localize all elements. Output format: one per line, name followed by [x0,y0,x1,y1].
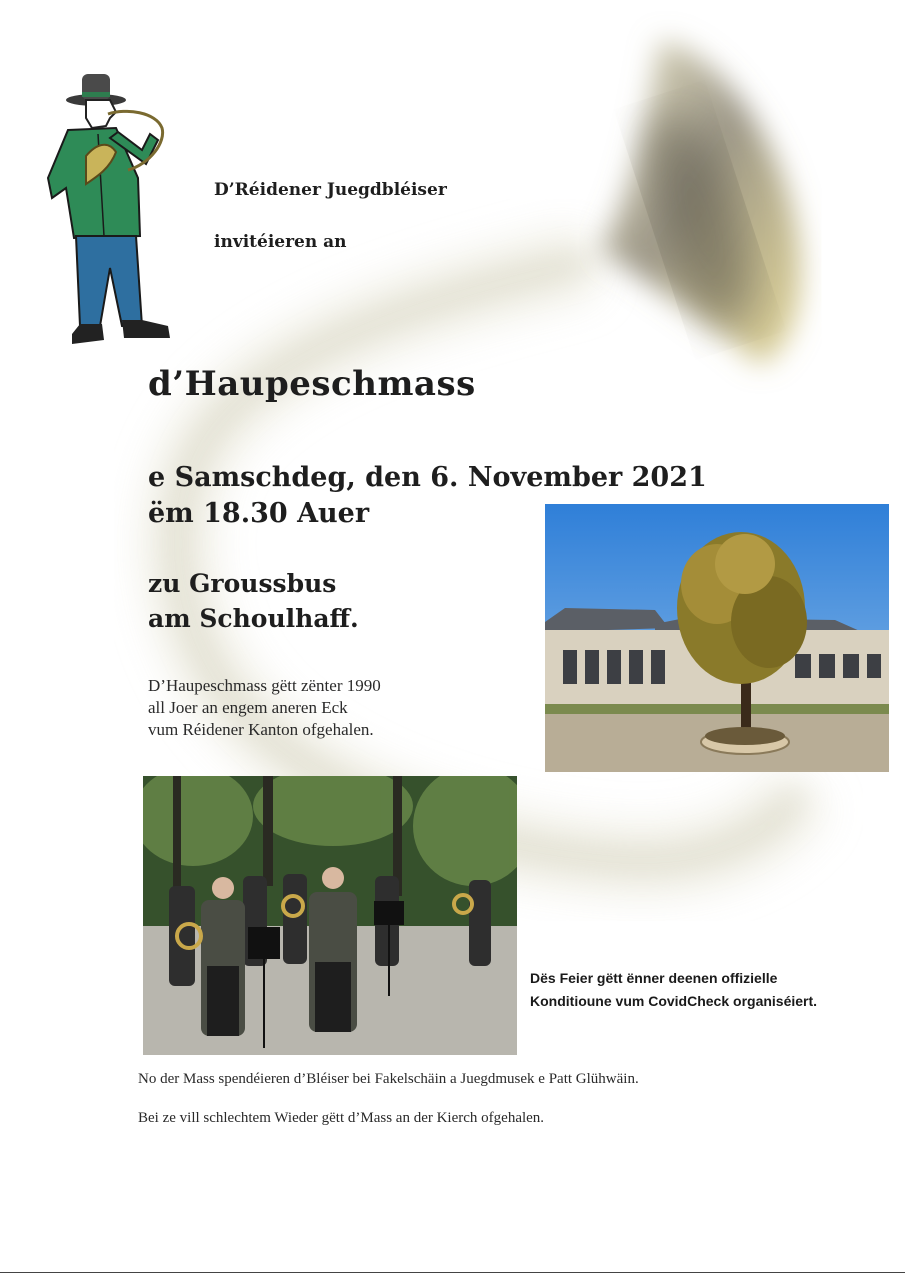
school-building-photo [545,504,889,772]
shoe-left [72,324,104,344]
invite-text: invitéieren an [214,232,347,252]
covid-note-line2: Konditioune vum CovidCheck organiséiert. [530,993,818,1009]
info-line3: vum Réidener Kanton ofgehalen. [148,720,374,739]
horn-ensemble-photo [143,776,517,1055]
footer-line1: No der Mass spendéieren d’Bléiser bei Fakelschäin a Juegdmusek e Patt Glühwäin. [138,1071,639,1087]
event-place-line1: zu Groussbus [148,569,337,598]
covid-note-line1: Dës Feier gëtt ënner deenen offizielle [530,970,778,986]
shoe-right [122,320,170,338]
footer-line2: Bei ze vill schlechtem Wieder gëtt d’Mass an der Kierch ofgehalen. [138,1110,545,1126]
event-time: ëm 18.30 Auer [148,498,370,529]
event-title: d’Haupeschmass [148,364,476,404]
event-date: e Samschdeg, den 6. November 2021 [148,462,707,493]
event-place-line2: am Schoulhaff. [148,604,359,633]
trousers [76,236,142,326]
bottom-divider [0,1272,905,1273]
info-line1: D’Haupeschmass gëtt zënter 1990 [148,676,381,695]
organizer-name: D’Réidener Juegdbléiser [214,180,447,200]
info-line2: all Joer an engem aneren Eck [148,698,348,717]
hornist-illustration [46,68,174,350]
